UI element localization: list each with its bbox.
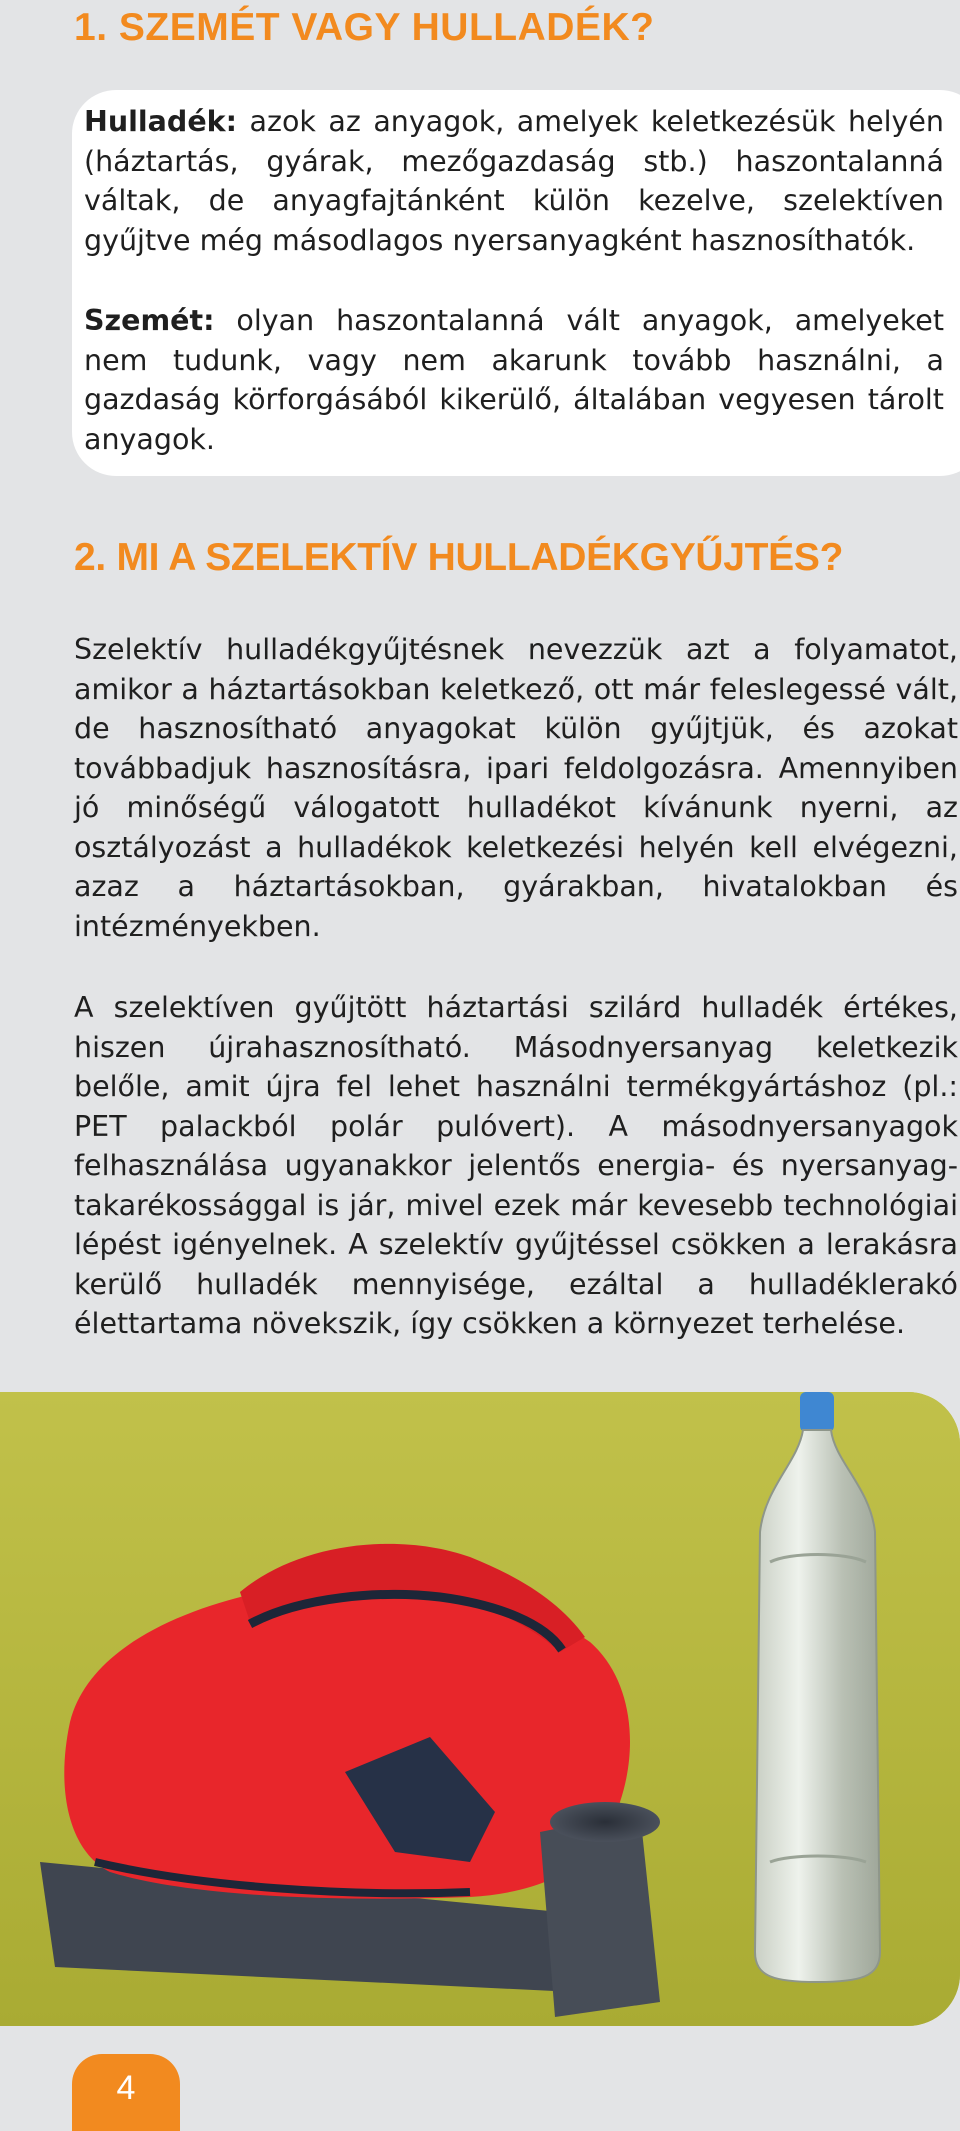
- szemet-definition: [84, 301, 944, 459]
- section-1-title: 1. SZEMÉT VAGY HULLADÉK?: [74, 6, 655, 49]
- szemet-text: olyan haszontalanná vált anyagok, amelyeket nem tudunk, vagy nem akarunk tovább használni, a gazdaság körforgásából kikerülő, általában vegyesen tárolt anyagok.: [84, 304, 944, 456]
- hulladek-term: Hulladék:: [84, 105, 237, 138]
- szemet-term: Szemét:: [84, 304, 215, 337]
- hulladek-text: azok az anyagok, amelyek keletkezésük helyén (háztartás, gyárak, mezőgazdaság stb.) haszontalanná váltak, de anyagfajtánként külön kezelve, szelektíven gyűjtve még másodlagos nyersanyagként hasznosíthatók.: [84, 105, 944, 257]
- section-2-title: 2. MI A SZELEKTÍV HULLADÉKGYŰJTÉS?: [74, 536, 844, 579]
- rolled-scarf: [540, 1812, 660, 2017]
- hulladek-definition: [84, 102, 944, 260]
- selective-collection-paragraph-1: Szelektív hulladékgyűjtésnek nevezzük azt a folyamatot, amikor a háztartásokban keletkező, ott már feleslegessé vált, de hasznosítható anyagokat külön gyűjtjük, és azokat továbbadjuk hasznosításra, ipari feldolgozásra. Amennyiben jó minőségű válogatott hulladékot kívánunk nyerni, az osztályozást a hulladékok keletkezési helyén kell elvégezni, azaz a háztartásokban, gyárakban, hivatalokban és intézményekben.: [74, 633, 958, 943]
- recycled-fleece-photo: [0, 1392, 960, 2026]
- selective-collection-paragraph-2: A szelektíven gyűjtött háztartási szilárd hulladék értékes, hiszen újrahasznosítható. Másodnyersanyag keletkezik belőle, amit újra fel lehet használni termékgyártáshoz (pl.: PET palackból polár pulóvert). A másodnyersanyagok felhasználása ugyanakkor jelentős energia- és nyersanyag-takarékossággal is jár, mivel ezek már kevesebb technológiai lépést igényelnek. A szelektív gyűjtéssel csökken a lerakásra kerülő hulladék mennyisége, ezáltal a hulladéklerakó élettartama növekszik, így csökken a környezet terhelése.: [74, 991, 958, 1340]
- page-number: 4: [72, 2054, 180, 2131]
- rolled-scarf-end: [550, 1802, 660, 1842]
